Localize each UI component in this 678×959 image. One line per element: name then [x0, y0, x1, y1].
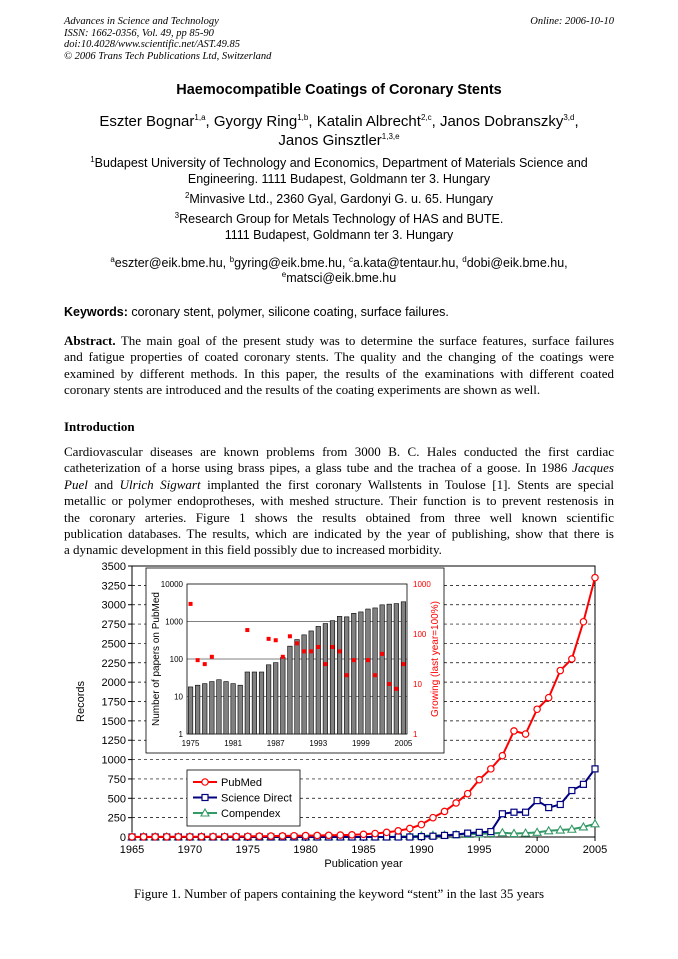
email-sup: a	[110, 254, 115, 264]
inset-bar	[352, 613, 357, 734]
y-tick-label: 0	[119, 832, 126, 844]
inset-bar	[266, 665, 271, 734]
inset-growth-point	[309, 649, 313, 653]
affiliation-text: Minvasive Ltd., 2360 Gyal, Gardonyi G. u. 65. Hungary	[189, 192, 494, 206]
pubmed-series-point	[221, 833, 227, 839]
science-direct-series-point	[488, 829, 494, 835]
y-tick-label: 3250	[101, 580, 126, 593]
inset-x-tick-label: 1987	[266, 739, 285, 748]
x-axis-label: Publication year	[324, 858, 403, 870]
pubmed-series-point	[383, 829, 389, 835]
inset-bar	[202, 684, 207, 734]
inset-x-tick-label: 1975	[181, 739, 200, 748]
email-sup: e	[281, 269, 287, 279]
x-tick-label: 1990	[409, 844, 434, 856]
inset-bar	[252, 672, 257, 734]
figure-caption: Figure 1. Number of papers containing the keyword “stent” in the last 35 years	[133, 886, 545, 901]
inset-x-tick-label: 1993	[309, 739, 328, 748]
author-sup: 1,a	[194, 113, 206, 122]
inset-growth-point	[281, 655, 285, 659]
legend-marker	[202, 795, 208, 801]
pubmed-series-point	[140, 834, 146, 840]
inset-bar	[316, 626, 321, 734]
pubmed-series-point	[291, 833, 297, 839]
science-direct-series-point	[395, 834, 401, 840]
inset-y-tick-label: 1000	[165, 617, 183, 627]
inset-y2-tick-label: 100	[413, 630, 427, 639]
pubmed-series-point	[198, 833, 204, 839]
y-tick-label: 2750	[101, 619, 126, 632]
inset-growth-point	[373, 673, 377, 677]
affiliation-text: Engineering. 1111 Budapest, Goldmann ter 3. Hungary	[187, 171, 491, 186]
intro-italic: Jacques	[572, 460, 614, 476]
pubmed-series-point	[592, 574, 598, 580]
inset-bar	[195, 685, 200, 734]
abstract-line: coronary stents are introduced and the results of the coating experiments are shown as well.	[64, 382, 541, 398]
pubmed-series-point	[337, 832, 343, 838]
inset-bar	[224, 682, 229, 734]
issn: ISSN: 1662-0356, Vol. 49, pp 85-90	[64, 27, 214, 39]
y-tick-label: 3500	[101, 561, 126, 573]
pubmed-series-point	[546, 694, 552, 700]
section-heading-introduction: Introduction	[64, 419, 135, 434]
journal-header	[64, 16, 271, 62]
pubmed-series-point	[210, 833, 216, 839]
inset-bar	[323, 624, 328, 734]
inset-bar	[387, 604, 392, 734]
author-sup: 3,d	[563, 113, 575, 122]
science-direct-series-point	[442, 832, 448, 838]
inset-growth-point	[288, 634, 292, 638]
inset-growth-point	[245, 628, 249, 632]
author-name: Janos Dobranszky	[439, 113, 564, 130]
science-direct-series-point	[534, 798, 540, 804]
keywords-label: Keywords:	[64, 305, 128, 319]
science-direct-series-point	[592, 766, 598, 772]
inset-bar	[210, 682, 215, 734]
email-sup: d	[462, 254, 467, 264]
inset-growth-point	[267, 637, 271, 641]
intro-line: Cardiovascular diseases are known problems from 3000 B. C. Hales conducted the first cardiac	[64, 444, 614, 459]
email-sup: b	[229, 254, 235, 264]
inset-x-tick-label: 1981	[224, 739, 243, 748]
x-tick-label: 1985	[351, 844, 376, 856]
science-direct-series-point	[546, 805, 552, 811]
inset-growth-point	[323, 662, 327, 666]
inset-growth-point	[189, 602, 193, 606]
inset-growth-point	[274, 638, 278, 642]
pubmed-series-point	[129, 834, 135, 840]
email-link[interactable]: dobi@eik.bme.hu,	[466, 256, 568, 270]
pubmed-series-point	[488, 766, 494, 772]
author-sup: 2,c	[420, 113, 432, 122]
pubmed-series-point	[187, 834, 193, 840]
science-direct-series-point	[418, 834, 424, 840]
inset-bar	[337, 616, 342, 734]
author-name: Gyorgy Ring	[213, 113, 298, 130]
inset-bar	[373, 608, 378, 734]
abstract-line: examined by different methods. In this paper, the results of the examinations with different coated	[64, 365, 614, 381]
inset-bar	[259, 672, 264, 734]
pubmed-series-point	[233, 833, 239, 839]
introduction-paragraph	[64, 444, 614, 559]
inset-growth-point	[203, 662, 207, 666]
inset-bar	[288, 646, 293, 734]
pubmed-series-point	[441, 808, 447, 814]
pubmed-series-point	[430, 814, 436, 820]
affiliation-text: Research Group for Metals Technology of HAS and BUTE.	[179, 212, 504, 226]
inset-y2-tick-label: 1	[413, 730, 418, 739]
affiliation-sup: 3	[174, 210, 180, 220]
inset-growth-point	[401, 662, 405, 666]
inset-growth-point	[387, 682, 391, 686]
inset-x-tick-label: 1999	[351, 739, 370, 748]
science-direct-series-point	[499, 811, 505, 817]
inset-y-tick-label: 1	[178, 730, 183, 739]
pubmed-series-point	[499, 753, 505, 759]
y-tick-label: 750	[107, 773, 126, 786]
intro-line: a dynamic development in this field possibly due to increased morbidity.	[64, 542, 442, 558]
email-link[interactable]: gyring@eik.bme.hu,	[234, 256, 346, 270]
copyright: © 2006 Trans Tech Publications Ltd, Switzerland	[64, 50, 272, 62]
inset-growth-point	[196, 658, 200, 662]
inset-growth-point	[210, 655, 214, 659]
pubmed-series-point	[464, 790, 470, 796]
affiliation-sup: 2	[184, 190, 190, 200]
author-sup: 1,3,e	[381, 132, 400, 141]
pubmed-series-point	[476, 777, 482, 783]
inset-growth-point	[394, 687, 398, 691]
y-tick-label: 3000	[101, 599, 126, 612]
figure-1-chart	[70, 560, 610, 878]
inset-bar	[394, 604, 399, 734]
compendex-series-point	[591, 820, 599, 827]
pubmed-series-point	[418, 821, 424, 827]
intro-text: and	[94, 476, 114, 492]
intro-italic: Puel	[64, 476, 88, 492]
keywords-text: coronary stent, polymer, silicone coating, surface failures.	[131, 305, 449, 319]
inset-growth-point	[345, 673, 349, 677]
author-name: Eszter Bognar	[99, 113, 195, 130]
science-direct-series-point	[407, 834, 413, 840]
pubmed-series-point	[245, 833, 251, 839]
y-tick-label: 1750	[101, 696, 126, 709]
legend-marker	[202, 779, 208, 785]
inset-bar	[188, 687, 193, 734]
legend-entry: Science Direct	[221, 792, 292, 805]
pubmed-series-point	[453, 800, 459, 806]
affiliation-2	[64, 192, 614, 208]
inset-growth-point	[380, 652, 384, 656]
affiliation-text: 1111 Budapest, Goldmann ter 3. Hungary	[224, 227, 454, 242]
science-direct-series-point	[557, 801, 563, 807]
abstract-line: and fatigue properties of coated coronary stents. The quality and the changing of the coatings were	[64, 349, 614, 365]
y-tick-label: 2500	[101, 638, 126, 651]
legend-entry: Compendex	[221, 808, 281, 820]
inset-growth-point	[295, 641, 299, 645]
pubmed-series-point	[557, 667, 563, 673]
inset-y-tick-label: 10	[174, 692, 183, 702]
y-tick-label: 500	[107, 793, 126, 806]
x-tick-label: 2000	[524, 844, 550, 856]
intro-line: publication databases. The results, which are indicated by the year of publishing, show that there is	[64, 526, 614, 542]
intro-line: metallic or polymer endoprotheses, with meshed structure. Their function is to prevent restenosis in	[64, 493, 614, 509]
author-name: Katalin Albrecht	[316, 113, 421, 130]
inset-bar	[380, 605, 385, 734]
y-tick-label: 1500	[101, 715, 126, 728]
inset-bar	[245, 672, 250, 734]
y-tick-label: 1000	[101, 754, 126, 767]
pubmed-series-point	[326, 832, 332, 838]
inset-y-axis-label: Number of papers on PubMed	[151, 592, 162, 726]
inset-growth-point	[302, 649, 306, 653]
inset-bar	[401, 602, 406, 734]
science-direct-series-point	[511, 809, 517, 815]
intro-line: the coronary arteries. Figure 1 shows the results obtained from three well known scientific	[64, 509, 614, 525]
pubmed-series-point	[395, 828, 401, 834]
affiliation-sup: 1	[90, 154, 95, 164]
intro-line: catheterization of a horse using brass pipes, a glass tube and the trachea of a goose. In 1986	[64, 460, 568, 476]
online-date: Online: 2006-10-10	[530, 16, 614, 27]
inset-x-tick-label: 2005	[394, 739, 413, 748]
inset-bar	[330, 621, 335, 734]
pubmed-series-point	[534, 706, 540, 712]
inset-bar	[309, 631, 314, 734]
abstract	[64, 333, 614, 399]
x-tick-label: 1980	[293, 844, 318, 856]
email-sup: c	[348, 254, 353, 264]
pubmed-series-point	[302, 832, 308, 838]
x-tick-label: 1965	[119, 844, 145, 856]
inset-bar	[238, 685, 243, 734]
inset-y-tick-label: 100	[169, 655, 183, 664]
pubmed-series-point	[256, 833, 262, 839]
pubmed-series-point	[522, 731, 528, 737]
pubmed-series-point	[279, 833, 285, 839]
pubmed-series-point	[349, 832, 355, 838]
inset-y2-tick-label: 1000	[413, 580, 431, 589]
email-link[interactable]: eszter@eik.bme.hu,	[114, 256, 227, 270]
pubmed-series-point	[164, 834, 170, 840]
inset-bar	[231, 684, 236, 734]
paper-title: Haemocompatible Coatings of Coronary Stents	[176, 82, 502, 98]
y-tick-label: 250	[107, 812, 126, 825]
inset-bar	[281, 657, 286, 734]
pubmed-series-point	[268, 833, 274, 839]
inset-bar	[273, 663, 278, 734]
inset-bar	[359, 612, 364, 734]
pubmed-series-point	[407, 825, 413, 831]
inset-growth-point	[366, 658, 370, 662]
inset-y2-axis-label: Growing (last year=100%)	[430, 601, 441, 717]
inset-y2-tick-label: 10	[413, 680, 422, 689]
affiliation-1	[64, 156, 614, 187]
x-tick-label: 2005	[582, 844, 608, 856]
science-direct-series-point	[453, 832, 459, 838]
y-tick-label: 2250	[101, 657, 126, 670]
x-tick-label: 1970	[177, 844, 203, 856]
y-axis-label: Records	[75, 681, 87, 722]
email-list	[64, 256, 614, 286]
journal-name: Advances in Science and Technology	[64, 16, 219, 27]
science-direct-series-point	[580, 781, 586, 787]
pubmed-series-point	[314, 832, 320, 838]
inset-growth-point	[316, 645, 320, 649]
doi: doi:10.4028/www.scientific.net/AST.49.85	[64, 39, 241, 50]
pubmed-series-point	[580, 619, 586, 625]
y-tick-label: 2000	[101, 677, 126, 690]
pubmed-series-point	[372, 830, 378, 836]
y-tick-label: 1250	[101, 735, 126, 748]
intro-text: implanted the first coronary Wallstents in Toulose [1]. Stents are special	[207, 476, 614, 492]
science-direct-series-point	[523, 809, 529, 815]
inset-growth-point	[330, 645, 334, 649]
pubmed-series-point	[152, 834, 158, 840]
science-direct-series-point	[476, 829, 482, 835]
pubmed-series-point	[569, 656, 575, 662]
pubmed-series-point	[360, 831, 366, 837]
science-direct-series-point	[465, 830, 471, 836]
author-name: Janos Ginsztler	[278, 132, 382, 149]
author-list: Eszter Bognar$^{1,a}$, Gyorgy Ring$^{1,b}$, Katalin Albrecht$^{2,c}$, Janos Dobranszky$^{3,d}$, Janos Ginsztler$^{1,3,e}$	[99, 113, 579, 149]
x-tick-label: 1975	[235, 844, 260, 856]
inset-y-tick-label: 10000	[160, 580, 183, 589]
affiliation-3	[64, 212, 614, 243]
keywords	[64, 305, 614, 319]
inset-growth-point	[352, 658, 356, 662]
science-direct-series-point	[569, 788, 575, 794]
legend-entry: PubMed	[221, 777, 262, 789]
author-sup: 1,b	[297, 113, 309, 122]
inset-bar	[217, 680, 222, 734]
science-direct-series-point	[430, 833, 436, 839]
email-link[interactable]: a.kata@tentaur.hu,	[352, 256, 459, 270]
inset-growth-point	[338, 649, 342, 653]
x-tick-label: 1995	[467, 844, 492, 856]
inset-bar	[366, 609, 371, 734]
affiliation-text: Budapest University of Technology and Economics, Department of Materials Science and	[94, 156, 588, 170]
inset-bar	[295, 640, 300, 734]
email-link[interactable]: matsci@eik.bme.hu	[286, 271, 397, 285]
abstract-line: The main goal of the present study was to determine the surface features, surface failures	[120, 333, 615, 348]
pubmed-series-point	[175, 834, 181, 840]
intro-italic: Ulrich Sigwart	[119, 476, 201, 492]
pubmed-series-point	[511, 728, 517, 734]
abstract-label: Abstract.	[64, 333, 116, 348]
